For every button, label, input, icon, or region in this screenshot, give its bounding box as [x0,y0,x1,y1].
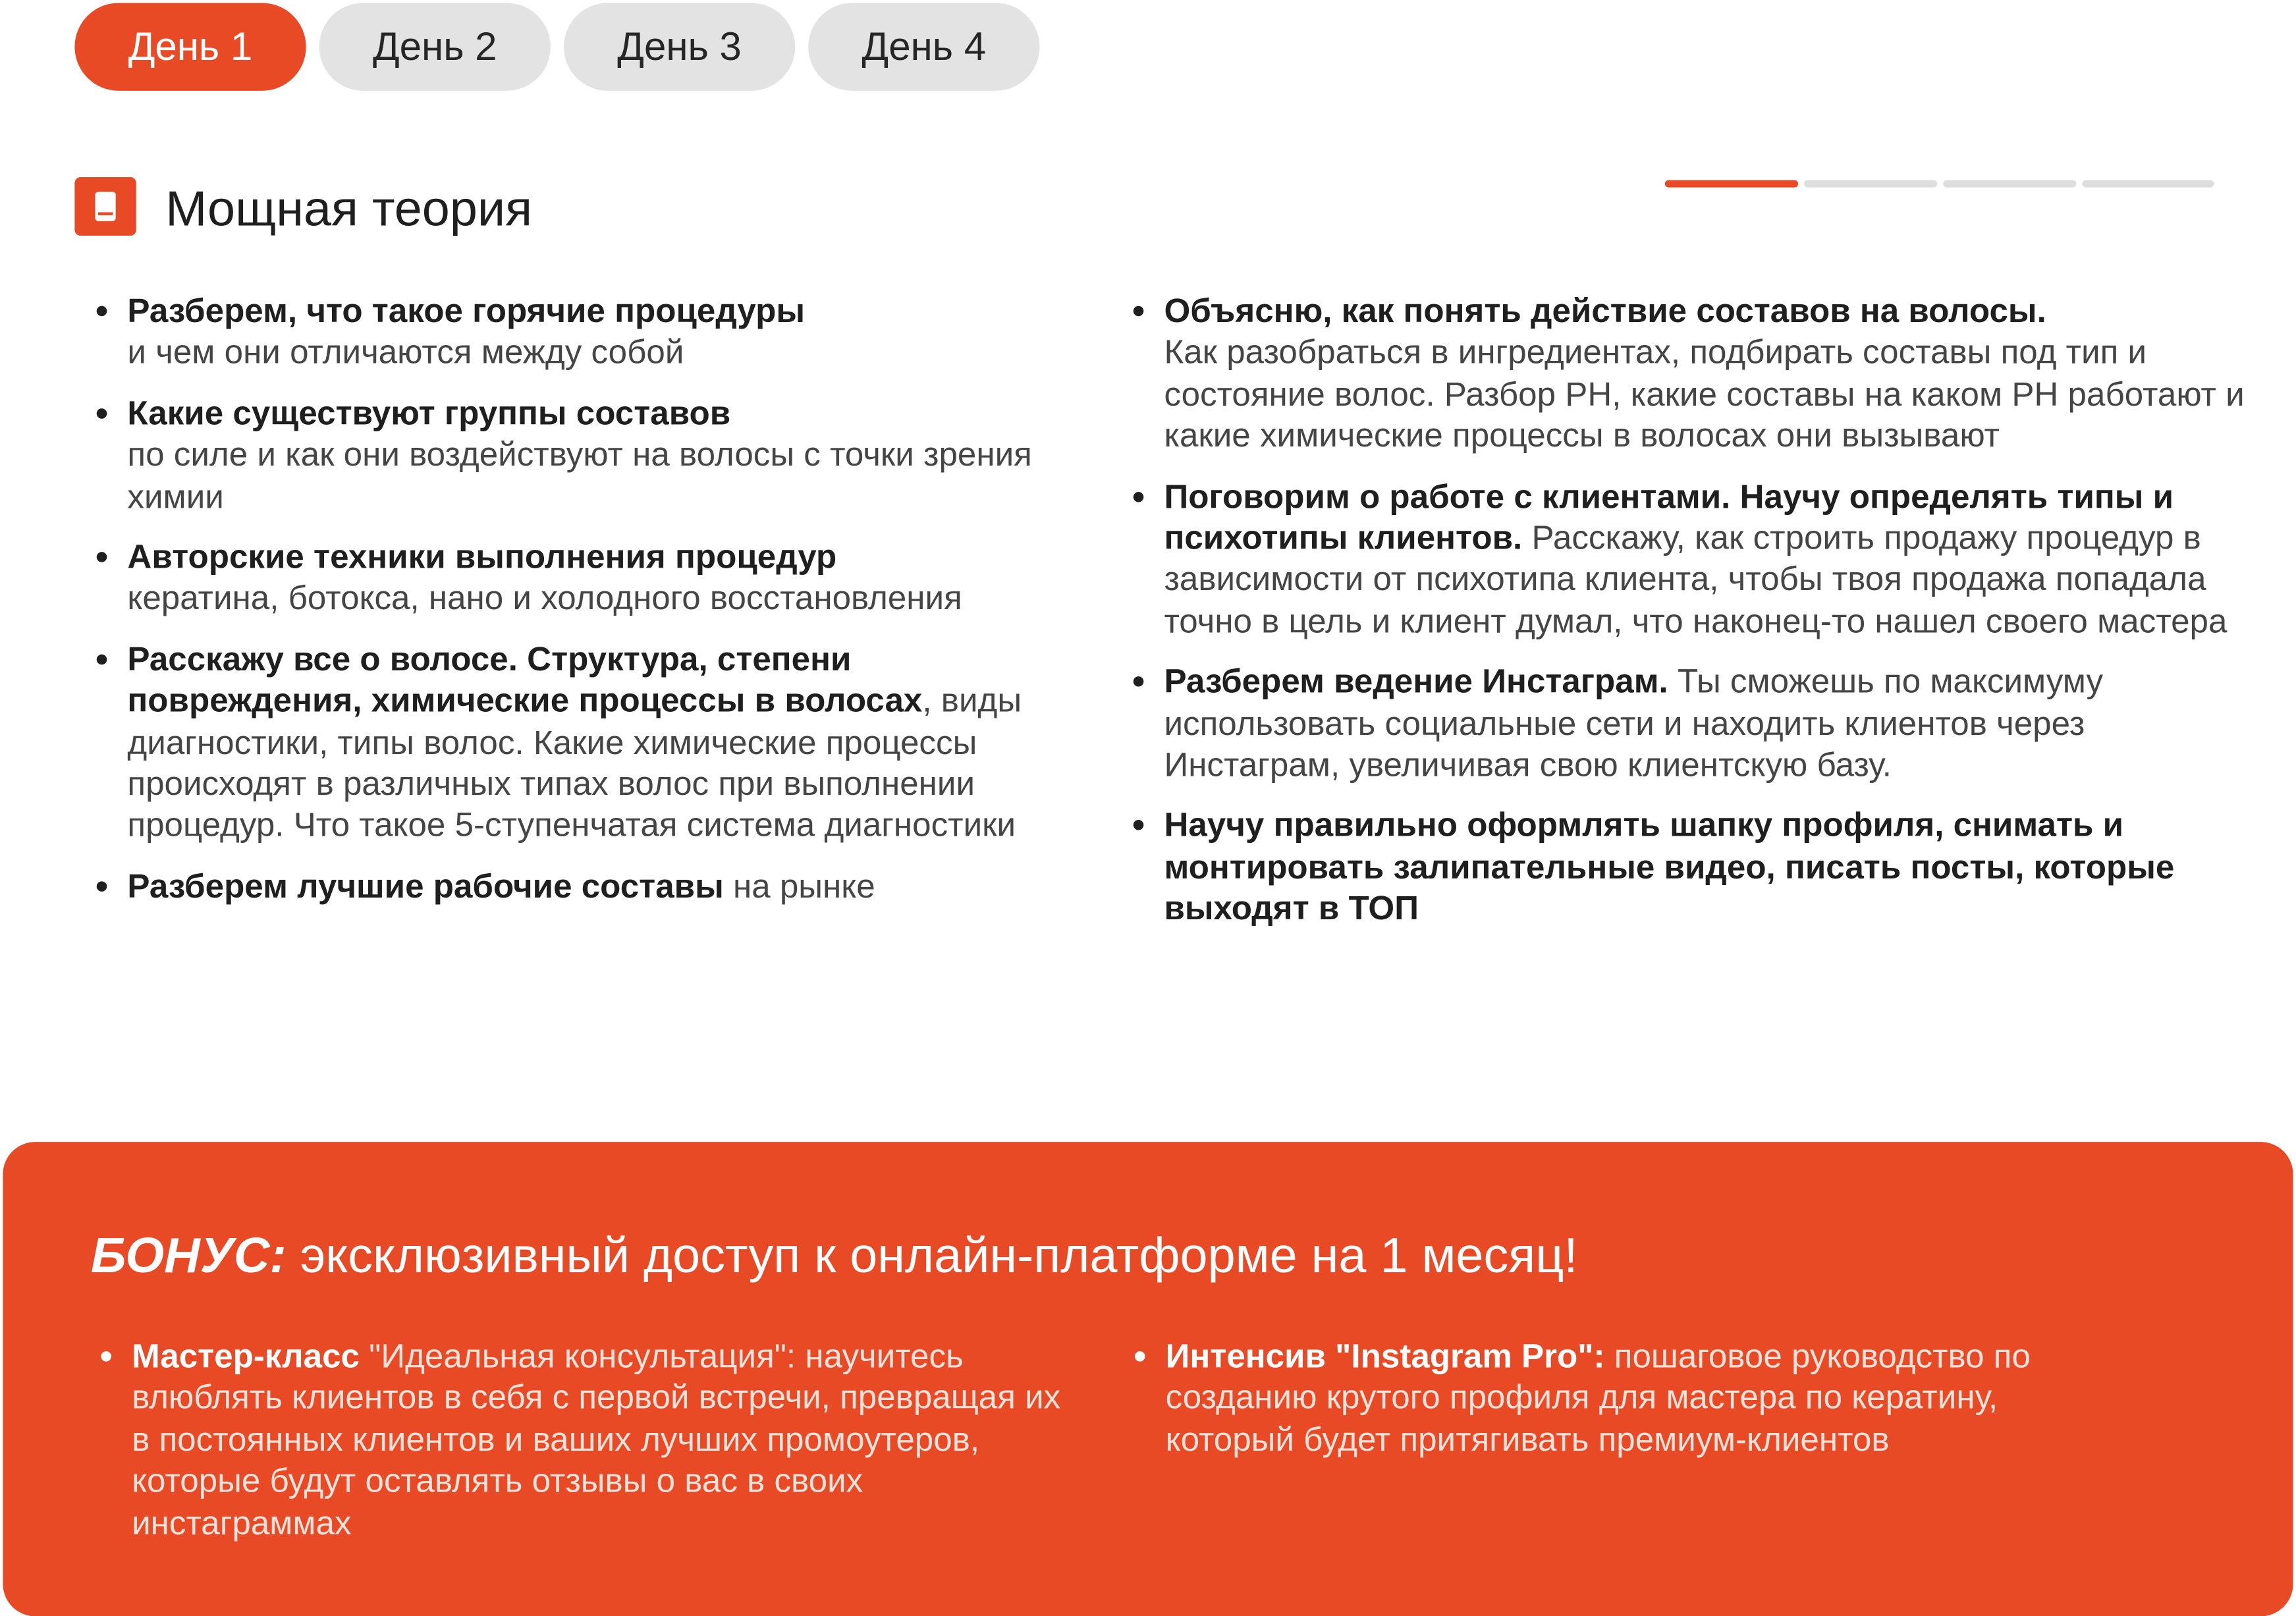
list-item [1166,1335,2103,1460]
item-description: по силе и как они воздействуют на волосы с точки зрения химии [127,435,1032,515]
item-heading: Разберем лучшие рабочие составы [127,866,724,905]
bonus-banner [3,1142,2293,1616]
tab-day-1[interactable]: День 1 [74,3,306,90]
day-tabs [74,3,1039,90]
item-description: кератина, ботокса, нано и холодного восстановления [127,579,962,617]
tab-day-2[interactable]: День 2 [319,3,551,90]
list-item [127,290,1093,373]
progress-segment-3 [1943,180,2076,187]
item-heading: Поговорим о работе с клиентами. Научу определять типы и психотипы клиентов. [1164,476,2174,556]
step-progress-indicator [1665,180,2214,187]
item-heading: Разберем, что такое горячие процедуры [127,291,806,330]
progress-segment-4 [2082,180,2214,187]
list-item [127,392,1093,516]
item-heading: Интенсив "Instagram Pro": [1165,1336,1605,1375]
list-item [1164,805,2247,929]
item-heading: Объясню, как понять действие составов на волосы. [1164,291,2046,330]
item-description: Ты сможешь по максимуму использовать социальные сети и находить клиентов через Инстаграм, увеличивая свою клиентскую базу. [1164,662,2104,784]
item-description: на рынке [732,866,875,905]
bonus-list-right [1113,1335,2103,1479]
item-heading: Разберем ведение Инстаграм. [1164,662,1668,701]
bonus-text: эксклюзивный доступ к онлайн-платформе на 1 месяц! [300,1228,1578,1284]
list-item [132,1335,1069,1544]
bonus-label: БОНУС: [90,1228,287,1284]
item-heading: Мастер-класс [132,1336,360,1375]
progress-segment-1 [1665,180,1798,187]
item-heading: Авторские техники выполнения процедур [127,537,837,576]
list-item [127,536,1093,619]
item-description: Как разобраться в ингредиентах, подбирать составы под тип и состояние волос. Разбор PH, какие составы на каком PH работают и какие химические процессы в волосах они вызывают [1164,333,2245,454]
item-heading: Какие существуют группы составов [127,393,731,432]
item-description: пошаговое руководство по созданию крутого профиля для мастера по кератину, который будет притягивать премиум-клиентов [1165,1336,2031,1458]
tab-day-4[interactable]: День 4 [808,3,1039,90]
list-item [1164,475,2247,642]
item-description: "Идеальная консультация": научитесь влюблять клиентов в себя с первой встречи, превращая их в постоянных клиентов и ваших лучших промоутеров, которые будут оставлять отзывы о вас в своих инстаграммах [132,1336,1061,1542]
list-item [127,638,1093,846]
list-item [1164,660,2247,785]
theory-list-left [74,290,1093,925]
bonus-heading [91,1224,1578,1289]
item-description: и чем они отличаются между собой [127,333,684,371]
tab-day-3[interactable]: День 3 [564,3,795,90]
item-description: Расскажу, как строить продажу процедур в зависимости от психотипа клиента, чтобы твоя продажа попадала точно в цель и клиент думал, что наконец-то нашел своего мастера [1164,518,2228,640]
section-title: Мощная теория [165,181,533,238]
item-heading: Научу правильно оформлять шапку профиля, снимать и монтировать залипательные видео, писать посты, которые выходят в ТОП [1164,805,2175,927]
theory-list-right [1111,290,2247,948]
item-description: , виды диагностики, типы волос. Какие химические процессы происходят в различных типах волос при выполнении процедур. Что такое 5-ступенчатая система диагностики [127,681,1022,844]
item-heading: Расскажу все о волосе. Структура, степени повреждения, химические процессы в волосах [127,639,923,720]
bonus-list-left [79,1335,1069,1563]
progress-segment-2 [1804,180,1937,187]
book-icon [74,177,136,236]
list-item [127,865,1093,907]
list-item [1164,290,2247,456]
